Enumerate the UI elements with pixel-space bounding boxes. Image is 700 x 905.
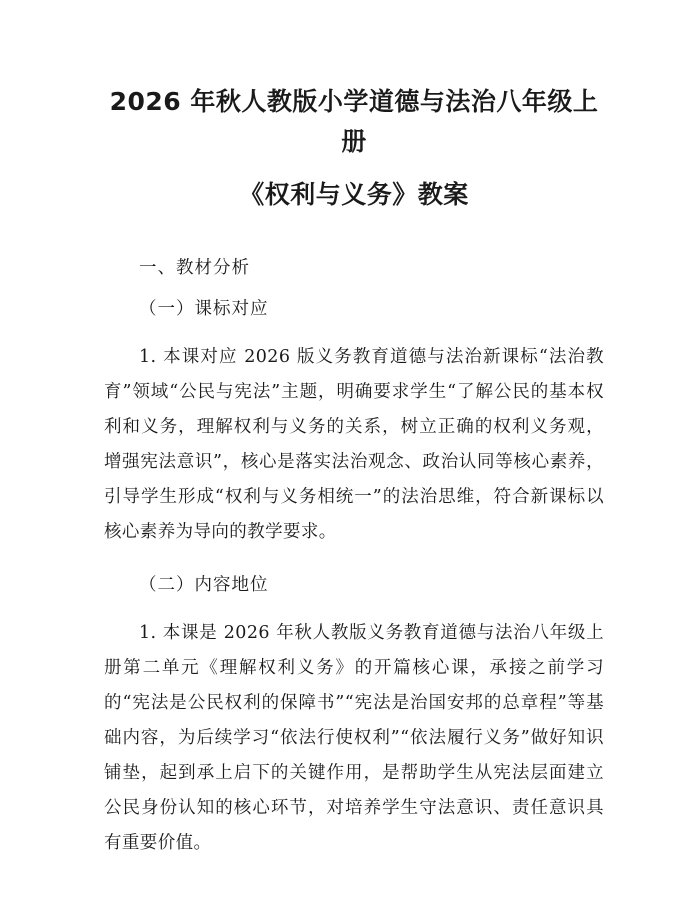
- document-title-line-2: 《权利与义务》教案: [239, 180, 469, 209]
- curriculum-standard-paragraph: 1. 本课对应 2026 版义务教育道德与法治新课标“法治教育”领域“公民与宪法”主题，明确要求学生“了解公民的基本权利和义务，理解权利与义务的关系，树立正确的权利义务观，增强宪法意识”，核心是落实法治观念、政治认同等核心素养，引导学生形成“权利与义务相统一”的法治思维，符合新课标以核心素养为导向的教学要求。: [104, 347, 604, 542]
- section-heading-textbook-analysis: 一、教材分析: [139, 258, 250, 278]
- subsection-heading-content-position: （二）内容地位: [139, 575, 269, 595]
- subsection-heading-curriculum-standard: （一）课标对应: [139, 299, 269, 319]
- content-position-paragraph: 1. 本课是 2026 年秋人教版义务教育道德与法治八年级上册第二单元《理解权利义务》的开篇核心课，承接之前学习的“宪法是公民权利的保障书”“宪法是治国安邦的总章程”等基础内容，为后续学习“依法行使权利”“依法履行义务”做好知识铺垫，起到承上启下的关键作用，是帮助学生从宪法层面建立公民身份认知的核心环节，对培养学生守法意识、责任意识具有重要价值。: [104, 623, 604, 853]
- document-title-line-1: 2026 年秋人教版小学道德与法治八年级上册: [109, 87, 599, 156]
